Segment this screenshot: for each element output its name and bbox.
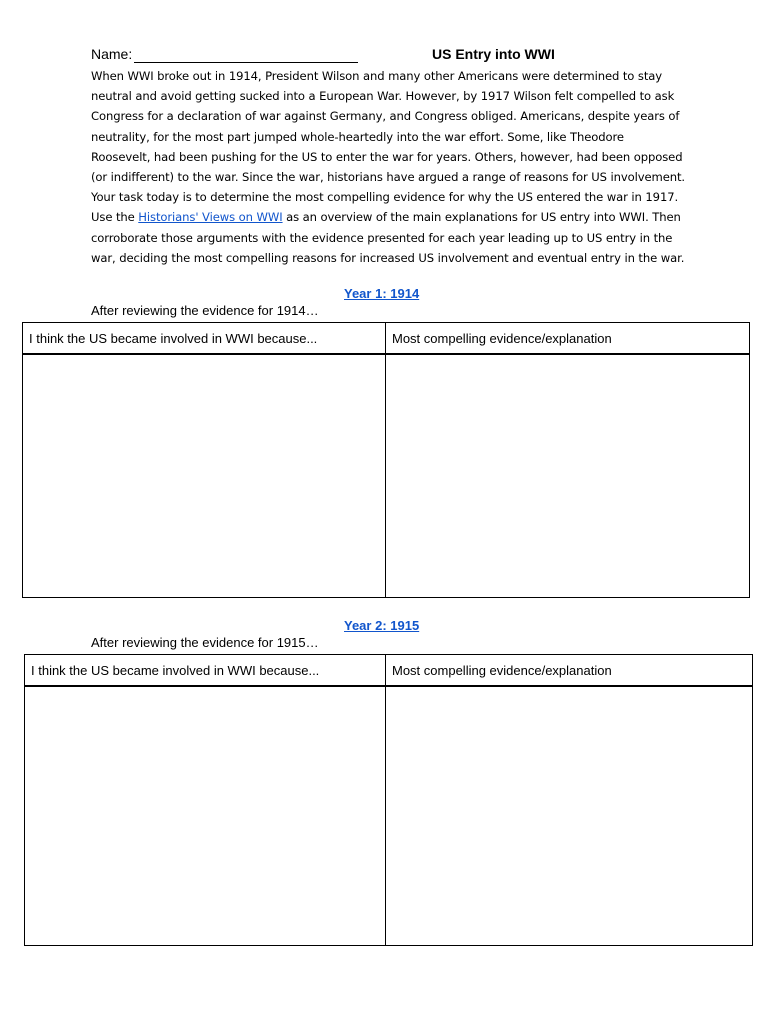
response-cell-evidence[interactable]	[386, 354, 750, 598]
response-cell-reason[interactable]	[25, 686, 386, 946]
section-heading-year-2: Year 2: 1915	[344, 618, 420, 633]
intro-line	[91, 207, 691, 227]
column-header: I think the US became involved in WWI because...	[23, 323, 386, 355]
response-cell-reason[interactable]	[23, 354, 386, 598]
section-prompt-year-1: After reviewing the evidence for 1914…	[91, 303, 319, 318]
column-header: I think the US became involved in WWI because...	[25, 655, 386, 687]
intro-line: neutrality, for the most part jumped whole-heartedly into the war effort. Some, like Theodore	[91, 129, 624, 144]
response-cell-evidence[interactable]	[386, 686, 753, 946]
table-header-row	[23, 323, 750, 355]
document-title: US Entry into WWI	[432, 46, 555, 62]
name-label: Name:	[91, 46, 133, 62]
response-table-year-2	[24, 654, 753, 946]
intro-line: Your task today is to determine the most compelling evidence for why the US entered the war in 1917.	[91, 190, 679, 205]
intro-line: neutral and avoid getting sucked into a European War. However, by 1917 Wilson felt compelled to ask	[91, 89, 675, 104]
intro-line: war, deciding the most compelling reasons for increased US involvement and eventual entry in the war.	[91, 250, 685, 265]
intro-text: as an overview of the main explanations for US entry into WWI. Then	[282, 210, 681, 225]
intro-text: Use the	[91, 210, 139, 225]
section-heading-year-1: Year 1: 1914	[344, 286, 420, 301]
table-response-row	[25, 686, 753, 946]
table-response-row	[23, 354, 750, 598]
intro-line: Roosevelt, had been pushing for the US to enter the war for years. Others, however, had been opposed	[91, 149, 683, 164]
name-input-line[interactable]	[134, 62, 358, 63]
intro-paragraph	[91, 66, 691, 268]
table-header-row	[25, 655, 753, 687]
intro-line: corroborate those arguments with the evidence presented for each year leading up to US entry in the	[91, 230, 673, 245]
intro-line: (or indifferent) to the war. Since the war, historians have argued a range of reasons for US involvement.	[91, 170, 686, 185]
intro-line: Congress for a declaration of war against Germany, and Congress obliged. Americans, despite years of	[91, 109, 680, 124]
column-header: Most compelling evidence/explanation	[386, 323, 750, 355]
response-table-year-1	[22, 322, 750, 598]
historians-views-link[interactable]: Historians' Views on WWI	[138, 210, 283, 225]
section-prompt-year-2: After reviewing the evidence for 1915…	[91, 635, 319, 650]
intro-line: When WWI broke out in 1914, President Wilson and many other Americans were determined to stay	[91, 69, 663, 83]
column-header: Most compelling evidence/explanation	[386, 655, 753, 687]
